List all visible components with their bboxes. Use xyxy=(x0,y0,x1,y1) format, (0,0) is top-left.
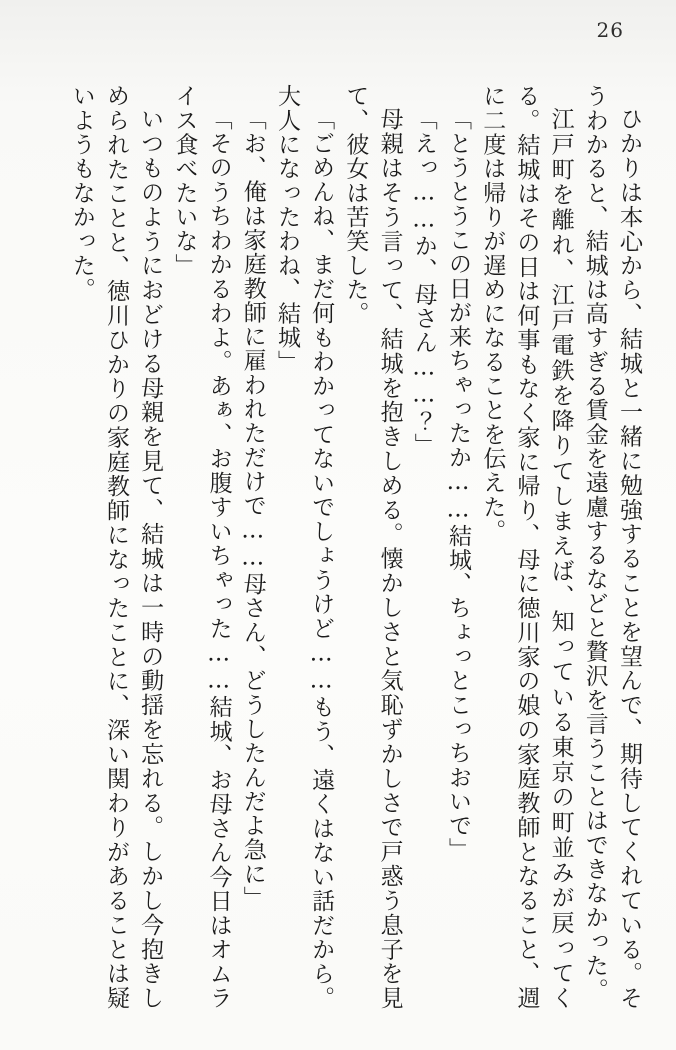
paragraph: 「お、俺は家庭教師に雇われただけで……母さん、どうしたんだよ急に」 xyxy=(239,107,266,910)
paragraph: いつものようにおどける母親を見て、結城は一時の動揺を忘れる。しかし今抱きしめられたことと、徳川ひかりの家庭教師になったことに、深い関わりがあることは疑いようもなかった。 xyxy=(68,84,164,1010)
paragraph: 「とうとうこの日が来ちゃったか……結城、ちょっとこっちおいで」 xyxy=(444,107,471,862)
body-text xyxy=(65,84,646,1010)
paragraph: 「ごめんね、まだ何もわかってないでしょうけど……もう、遠くはない話だから。大人になったわね、結城」 xyxy=(273,84,335,1010)
paragraph: 江戸町を離れ、江戸電鉄を降りてしまえば、知っている東京の町並みが戻ってくる。結城はその日は何事もなく家に帰り、母に徳川家の娘の家庭教師となること、週に二度は帰りが遅めになることを伝えた。 xyxy=(479,84,574,1010)
page-number: 26 xyxy=(596,18,624,42)
paragraph: 「そのうちわかるわよ。あぁ、お腹すいちゃった……結城、お母さん今日はオムライス食べたいな」 xyxy=(171,84,232,1010)
paragraph: 母親はそう言って、結城を抱きしめる。懐かしさと気恥ずかしさで戸惑う息子を見て、彼女は苦笑した。 xyxy=(342,84,403,1010)
paragraph: ひかりは本心から、結城と一緒に勉強することを望んで、期待してくれている。そうわかると、結城は高すぎる賃金を遠慮するなどと贅沢を言うことはできなかった。 xyxy=(581,84,642,1010)
paragraph: 「えっ……か、母さん……？」 xyxy=(410,107,437,458)
